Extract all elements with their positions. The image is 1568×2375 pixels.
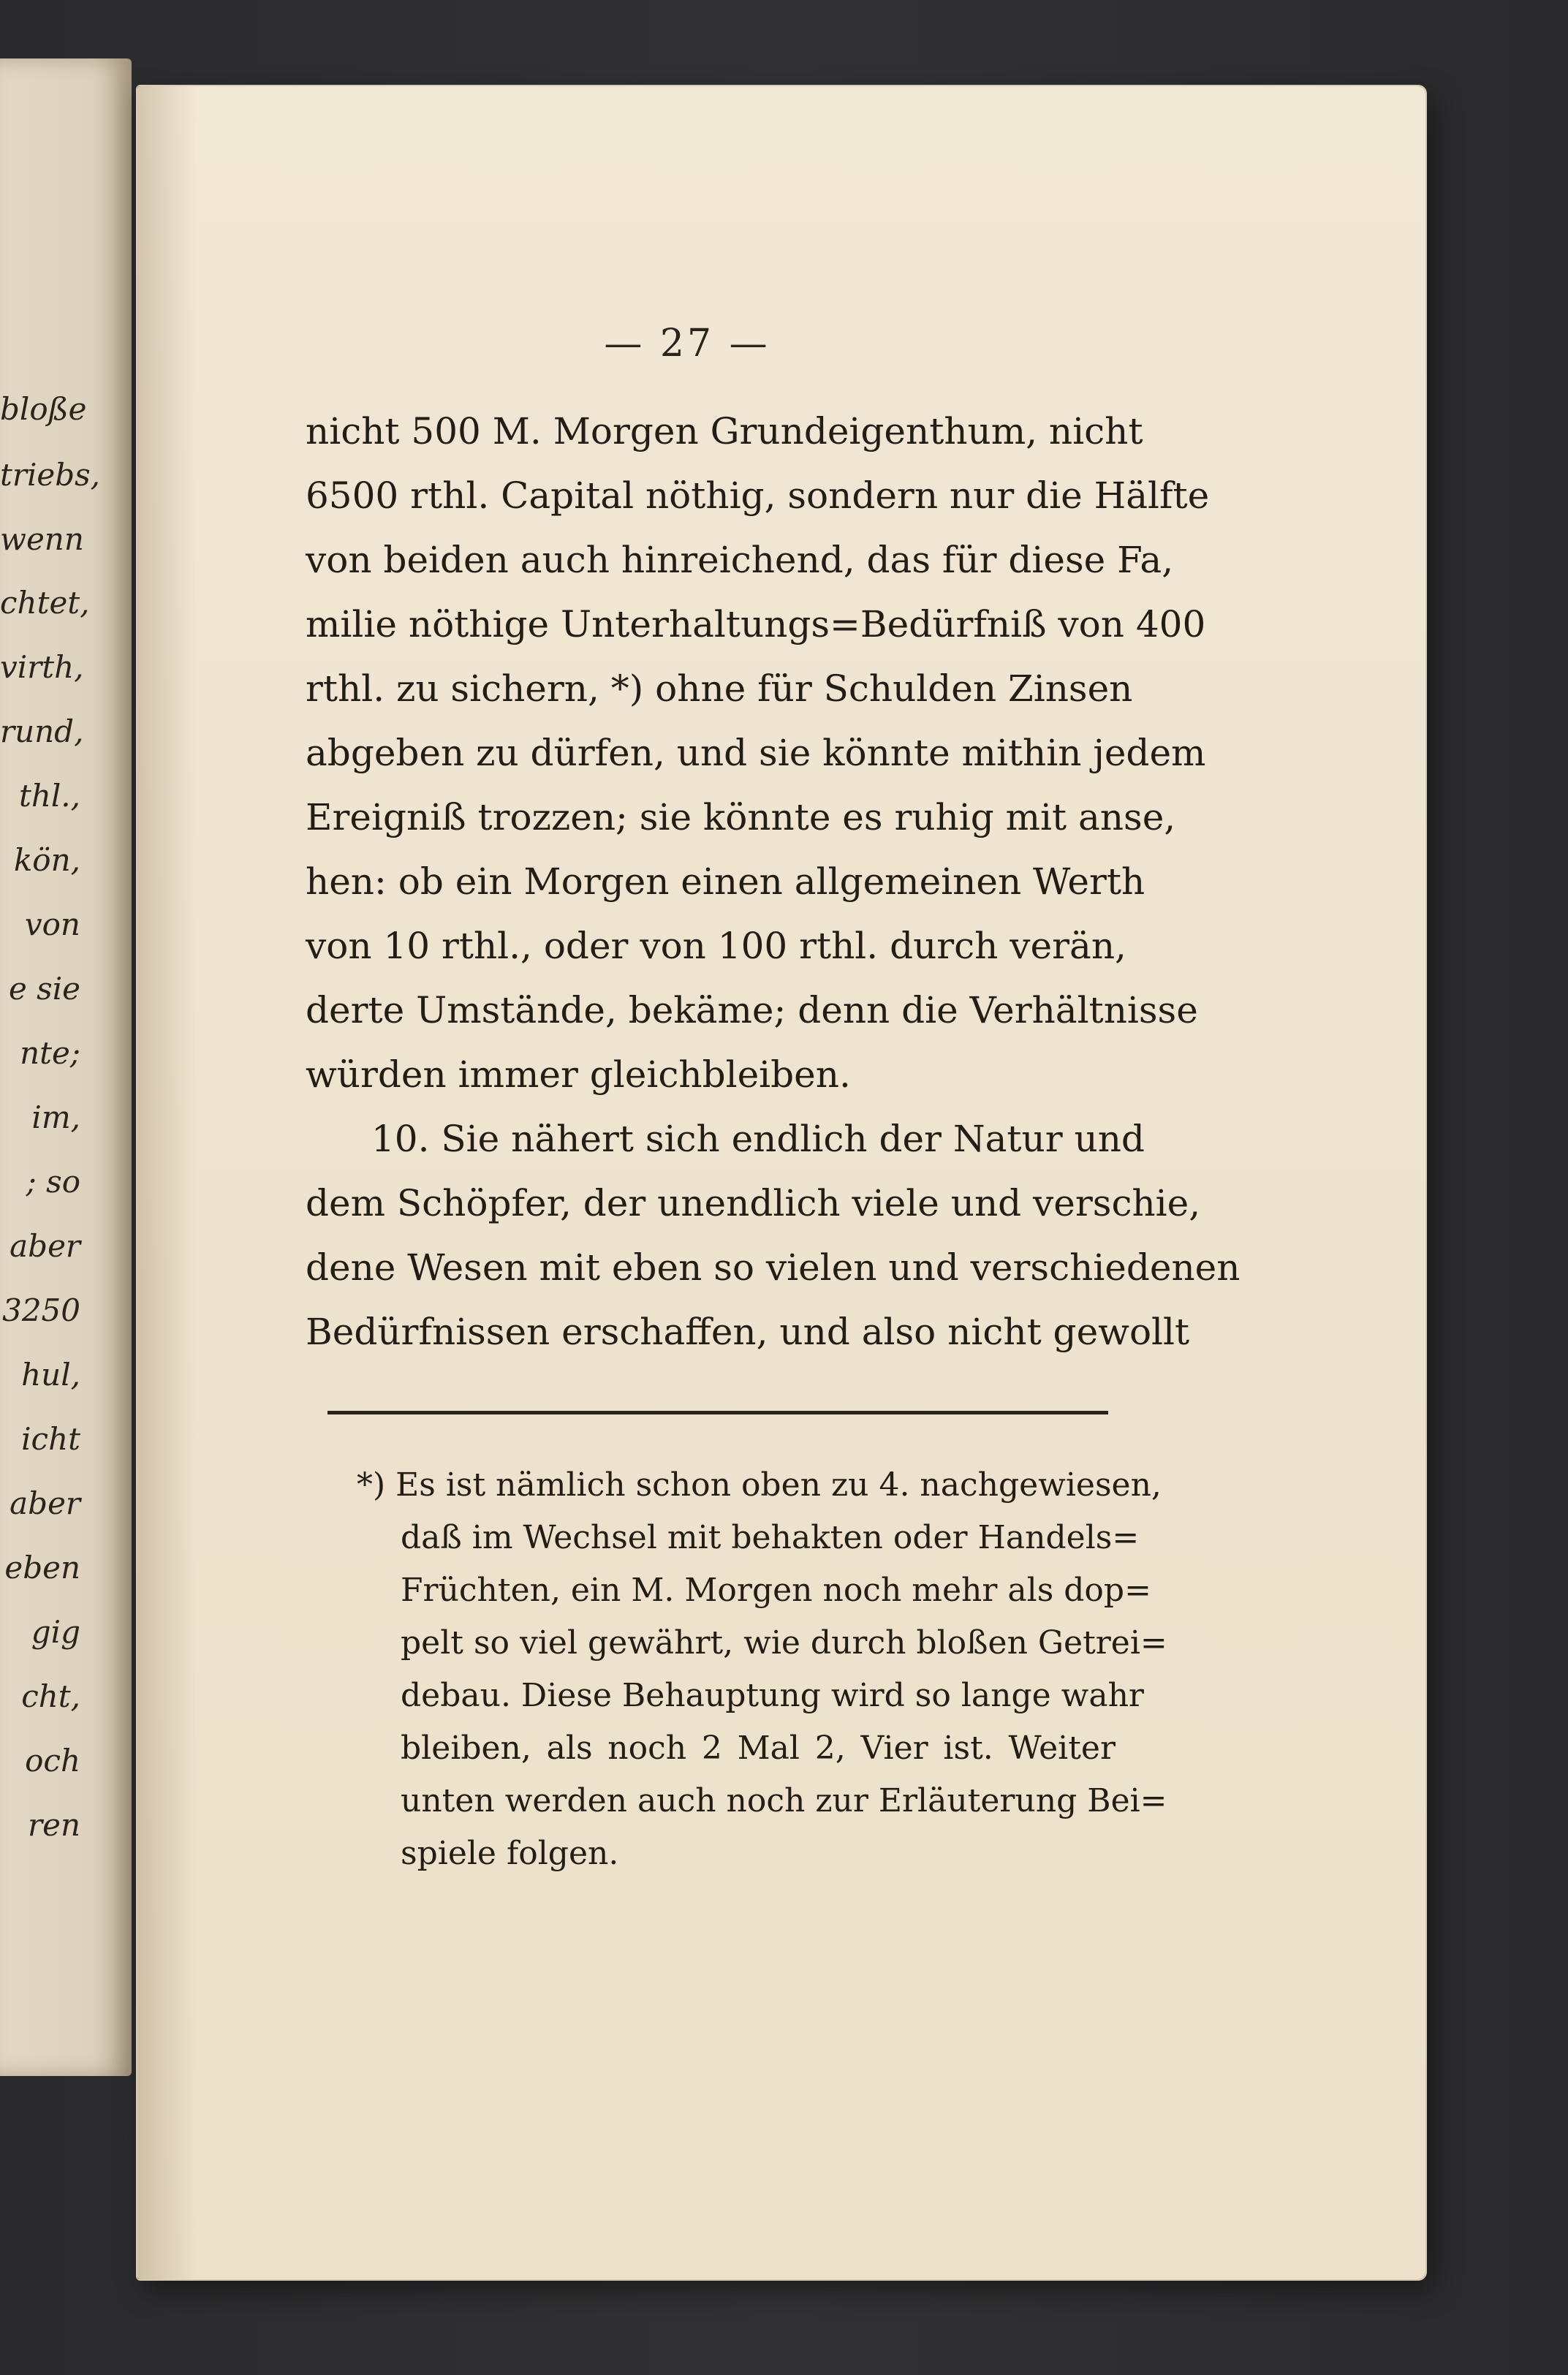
page-number: — 27 — xyxy=(604,322,770,365)
body-line: dem Schöpfer, der unendlich viele und verschie, xyxy=(306,1182,1201,1224)
body-line: hen: ob ein Morgen einen allgemeinen Werth xyxy=(306,860,1145,903)
section-10-start: 10. Sie nähert sich endlich der Natur und xyxy=(371,1118,1145,1160)
body-line: von 10 rthl., oder von 100 rthl. durch verän, xyxy=(306,925,1126,967)
left-fragment: bloße xyxy=(0,391,87,427)
left-fragment: hul, xyxy=(21,1357,80,1393)
left-fragment: gig xyxy=(31,1614,80,1650)
gutter-shadow xyxy=(137,86,196,2279)
footnote-separator xyxy=(327,1411,1108,1414)
left-fragment: virth, xyxy=(0,649,84,685)
left-fragment: thl., xyxy=(18,778,80,814)
footnote-line: bleiben, als noch 2 Mal 2, Vier ist. Weiter xyxy=(401,1730,1116,1767)
left-fragment: rund, xyxy=(0,713,84,749)
previous-page-edge xyxy=(0,58,132,2076)
body-line: Bedürfnissen erschaffen, und also nicht gewollt xyxy=(306,1311,1190,1353)
footnote-line: *) Es ist nämlich schon oben zu 4. nachgewiesen, xyxy=(357,1466,1162,1504)
body-line: nicht 500 M. Morgen Grundeigenthum, nicht xyxy=(306,410,1143,452)
left-fragment: ren xyxy=(28,1807,80,1843)
body-line: 6500 rthl. Capital nöthig, sondern nur die Hälfte xyxy=(306,474,1210,517)
footnote-line: debau. Diese Behauptung wird so lange wahr xyxy=(401,1677,1144,1714)
body-line: derte Umstände, bekäme; denn die Verhältnisse xyxy=(306,989,1198,1031)
left-fragment: chtet, xyxy=(0,585,90,621)
left-fragment: nte; xyxy=(20,1035,80,1071)
body-line: würden immer gleichbleiben. xyxy=(306,1053,851,1096)
left-fragment: ; so xyxy=(26,1164,80,1200)
left-fragment: im, xyxy=(31,1099,80,1135)
left-fragment: 3250 xyxy=(2,1292,80,1328)
body-line: milie nöthige Unterhaltungs=Bedürfniß von 400 xyxy=(306,603,1206,645)
left-fragment: cht, xyxy=(21,1678,80,1714)
body-line: rthl. zu sichern, *) ohne für Schulden Zinsen xyxy=(306,667,1133,710)
left-fragment: e sie xyxy=(8,971,80,1007)
body-line: Ereigniß trozzen; sie könnte es ruhig mit anse, xyxy=(306,796,1176,838)
left-fragment: aber xyxy=(10,1485,80,1521)
footnote-line: Früchten, ein M. Morgen noch mehr als dop= xyxy=(401,1572,1151,1609)
left-fragment: triebs, xyxy=(0,457,101,493)
body-line: abgeben zu dürfen, und sie könnte mithin jedem xyxy=(306,732,1206,774)
footnote-line: daß im Wechsel mit behakten oder Handels= xyxy=(401,1519,1140,1556)
left-fragment: eben xyxy=(4,1550,80,1586)
left-fragment: wenn xyxy=(0,521,84,557)
footnote-line: unten werden auch noch zur Erläuterung Bei= xyxy=(401,1782,1167,1819)
left-fragment: och xyxy=(25,1743,80,1779)
footnote-line: pelt so viel gewährt, wie durch bloßen Getrei= xyxy=(401,1624,1167,1662)
left-fragment: kön, xyxy=(13,842,80,878)
footnote-line: spiele folgen. xyxy=(401,1835,619,1872)
body-line: dene Wesen mit eben so vielen und verschiedenen xyxy=(306,1246,1241,1289)
left-fragment: von xyxy=(24,906,80,942)
left-fragment: icht xyxy=(21,1421,80,1457)
body-line: von beiden auch hinreichend, das für diese Fa, xyxy=(306,539,1174,581)
left-fragment: aber xyxy=(10,1228,80,1264)
